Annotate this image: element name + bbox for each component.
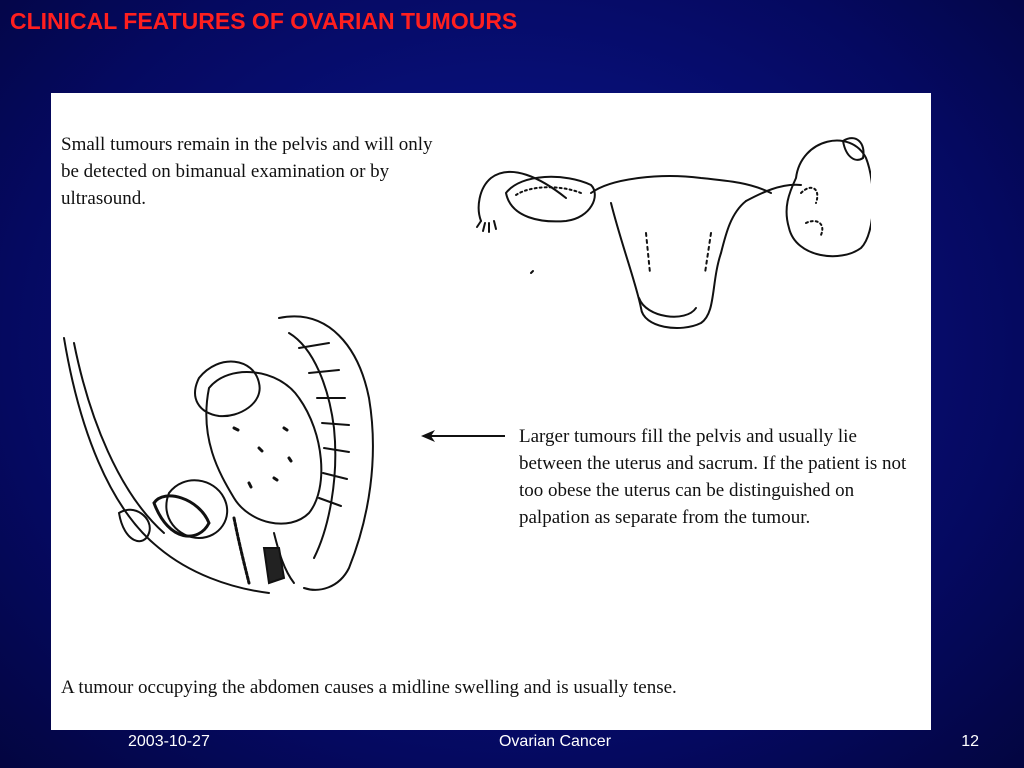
uterus-ovarian-cyst-illustration [471, 123, 871, 338]
pointer-arrow-icon [419, 428, 509, 444]
slide-title: CLINICAL FEATURES OF OVARIAN TUMOURS [10, 8, 518, 34]
footer-title: Ovarian Cancer [498, 733, 612, 750]
caption-small-tumours: Small tumours remain in the pelvis and will only be detected on bimanual examination or by ultrasound. [61, 134, 433, 209]
footer-date: 2003-10-27 [128, 733, 210, 750]
caption-larger-tumours: Larger tumours fill the pelvis and usually lie between the uterus and sacrum. If the patient is not too obese the uterus can be distinguished on palpation as separate from the tumour. [519, 426, 907, 528]
footer-page-number: 12 [961, 733, 979, 750]
caption-abdomen-tumour: A tumour occupying the abdomen causes a midline swelling and is usually tense. [61, 677, 677, 698]
pelvis-sagittal-section-illustration [59, 308, 429, 608]
figure-panel [51, 93, 931, 730]
